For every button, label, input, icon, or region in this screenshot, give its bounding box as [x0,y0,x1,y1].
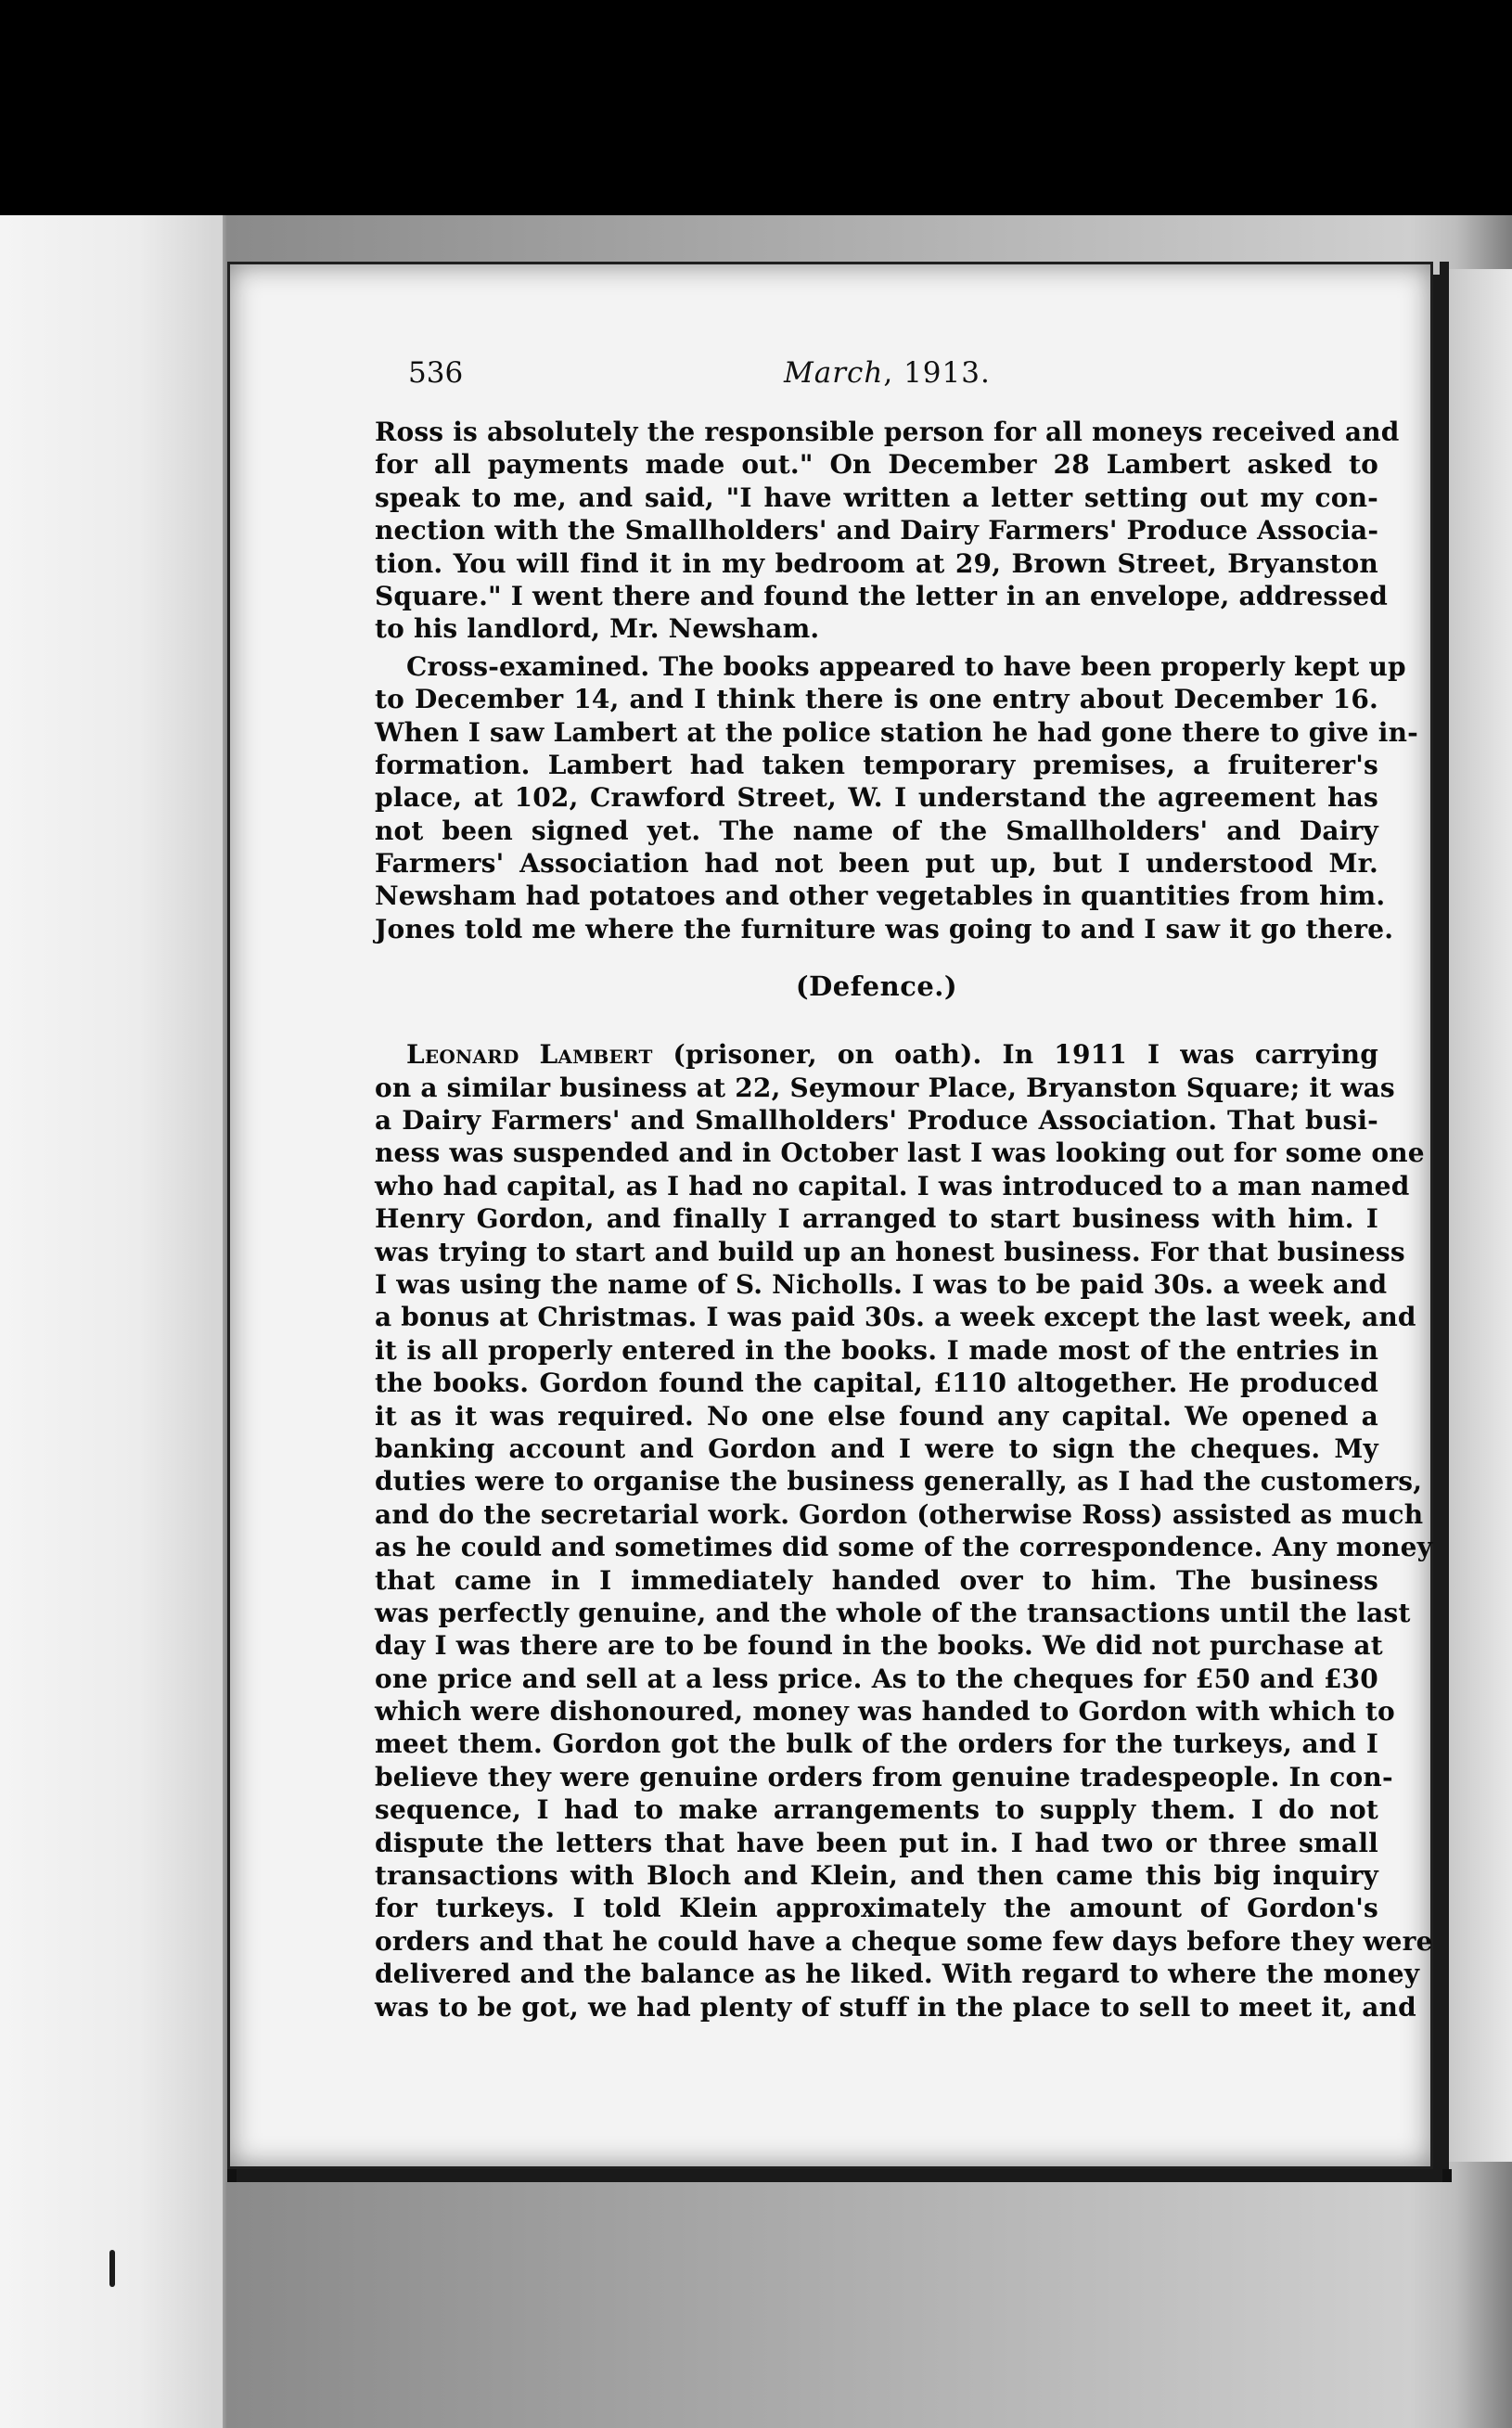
text-line: the books. Gordon found the capital, £110 altogether. He produced [375,1368,1378,1399]
text-line: not been signed yet. The name of the Smallholders' and Dairy [375,815,1378,846]
text-line: banking account and Gordon and I were to sign the cheques. My [375,1432,1378,1464]
running-head-month: March [784,356,884,390]
text-line: Henry Gordon, and finally I arranged to start business with him. I [375,1203,1378,1235]
text-line: Newsham had potatoes and other vegetables in quantities from him. [375,880,1386,912]
text-line: speak to me, and said, "I have written a letter setting out my con- [375,482,1378,513]
text-line: Ross is absolutely the responsible person for all moneys received and [375,417,1400,447]
page-right-edge [1440,262,1449,2169]
text-line: Square." I went there and found the letter in an envelope, addressed [375,580,1389,611]
section-heading: (Defence.) [795,970,958,1003]
text-line: a bonus at Christmas. I was paid 30s. a week except the last week, and [375,1302,1416,1333]
text-line: place, at 102, Crawford Street, W. I understand the agreement has [375,782,1378,814]
text-line: tion. You will find it in my bedroom at 29, Brown Street, Bryanston [375,547,1378,579]
text-line: a Dairy Farmers' and Smallholders' Produce Association. That busi- [375,1105,1378,1137]
text-line: as he could and sometimes did some of the correspondence. Any money [375,1532,1433,1563]
paragraph-1 [375,416,1400,646]
text-line: it as it was required. No one else found any capital. We opened a [375,1400,1378,1432]
text-line: dispute the letters that have been put in. I had two or three small [375,1827,1378,1858]
speaker-name: Leonard Lambert [406,1039,653,1071]
text-line: duties were to organise the business generally, as I had the customers, [375,1466,1423,1497]
text-line: delivered and the balance as he liked. With regard to where the money [375,1959,1420,1990]
text-line: I was using the name of S. Nicholls. I was to be paid 30s. a week and [375,1268,1388,1300]
text-line: which were dishonoured, money was handed to Gordon with which to [375,1696,1395,1728]
text-line: for all payments made out." On December 28 Lambert asked to [375,449,1378,481]
text-line: day I was there are to be found in the books. We did not purchase at [375,1630,1383,1662]
page-bottom-shadow [227,2169,1452,2182]
running-head [784,356,991,390]
text-line: was perfectly genuine, and the whole of the transactions until the last [375,1597,1411,1628]
text-line: it is all properly entered in the books. I made most of the entries in [375,1334,1378,1366]
text-line: was trying to start and build up an honest business. For that business [375,1236,1405,1267]
text-line: one price and sell at a less price. As to the cheques for £50 and £30 [375,1663,1378,1694]
text-line: believe they were genuine orders from genuine tradespeople. In con- [375,1761,1393,1792]
text-line: to December 14, and I think there is one entry about December 16. [375,684,1378,715]
text-line: that came in I immediately handed over to him. The business [375,1564,1378,1596]
text-line: nection with the Smallholders' and Dairy Farmers' Produce Associa- [375,515,1379,546]
page-number: 536 [408,356,464,390]
scan-top-band [0,0,1512,215]
running-head-year: , 1913. [883,356,991,390]
text-line: and do the secretarial work. Gordon (otherwise Ross) assisted as much [375,1498,1424,1530]
speaker-line-rest: (prisoner, on oath). In 1911 I was carrying [652,1039,1378,1071]
text-line: who had capital, as I had no capital. I was introduced to a man named [375,1170,1410,1201]
text-line: formation. Lambert had taken temporary premises, a fruiterer's [375,749,1378,780]
page-header [408,356,1364,403]
text-line: for turkeys. I told Klein approximately the amount of Gordon's [375,1893,1378,1924]
text-line: was to be got, we had plenty of stuff in the place to sell to meet it, and [375,1991,1416,2023]
paragraph-2 [375,650,1418,946]
right-adjacent-sheet [1449,269,1512,2162]
paragraph-3 [375,1038,1433,2023]
text-line: to his landlord, Mr. Newsham. [375,613,820,645]
text-line-first [375,1038,1378,1071]
scan-ink-mark [109,2250,115,2287]
text-line: transactions with Bloch and Klein, and then came this big inquiry [375,1860,1378,1892]
text-line: on a similar business at 22, Seymour Place, Bryanston Square; it was [375,1072,1395,1103]
text-line: meet them. Gordon got the bulk of the orders for the turkeys, and I [375,1728,1378,1760]
text-line: Jones told me where the furniture was going to and I saw it go there. [375,913,1394,944]
text-line: Cross-examined. The books appeared to have been properly kept up [406,650,1406,682]
page-body [375,416,1433,2023]
text-line: Farmers' Association had not been put up, but I understood Mr. [375,848,1378,880]
text-line: orders and that he could have a cheque some few days before they were [375,1925,1433,1957]
left-adjacent-sheet [0,215,223,2428]
text-line: sequence, I had to make arrangements to supply them. I do not [375,1794,1378,1826]
text-line: When I saw Lambert at the police station he had gone there to give in- [375,716,1418,748]
text-line: ness was suspended and in October last I was looking out for some one [375,1137,1425,1169]
